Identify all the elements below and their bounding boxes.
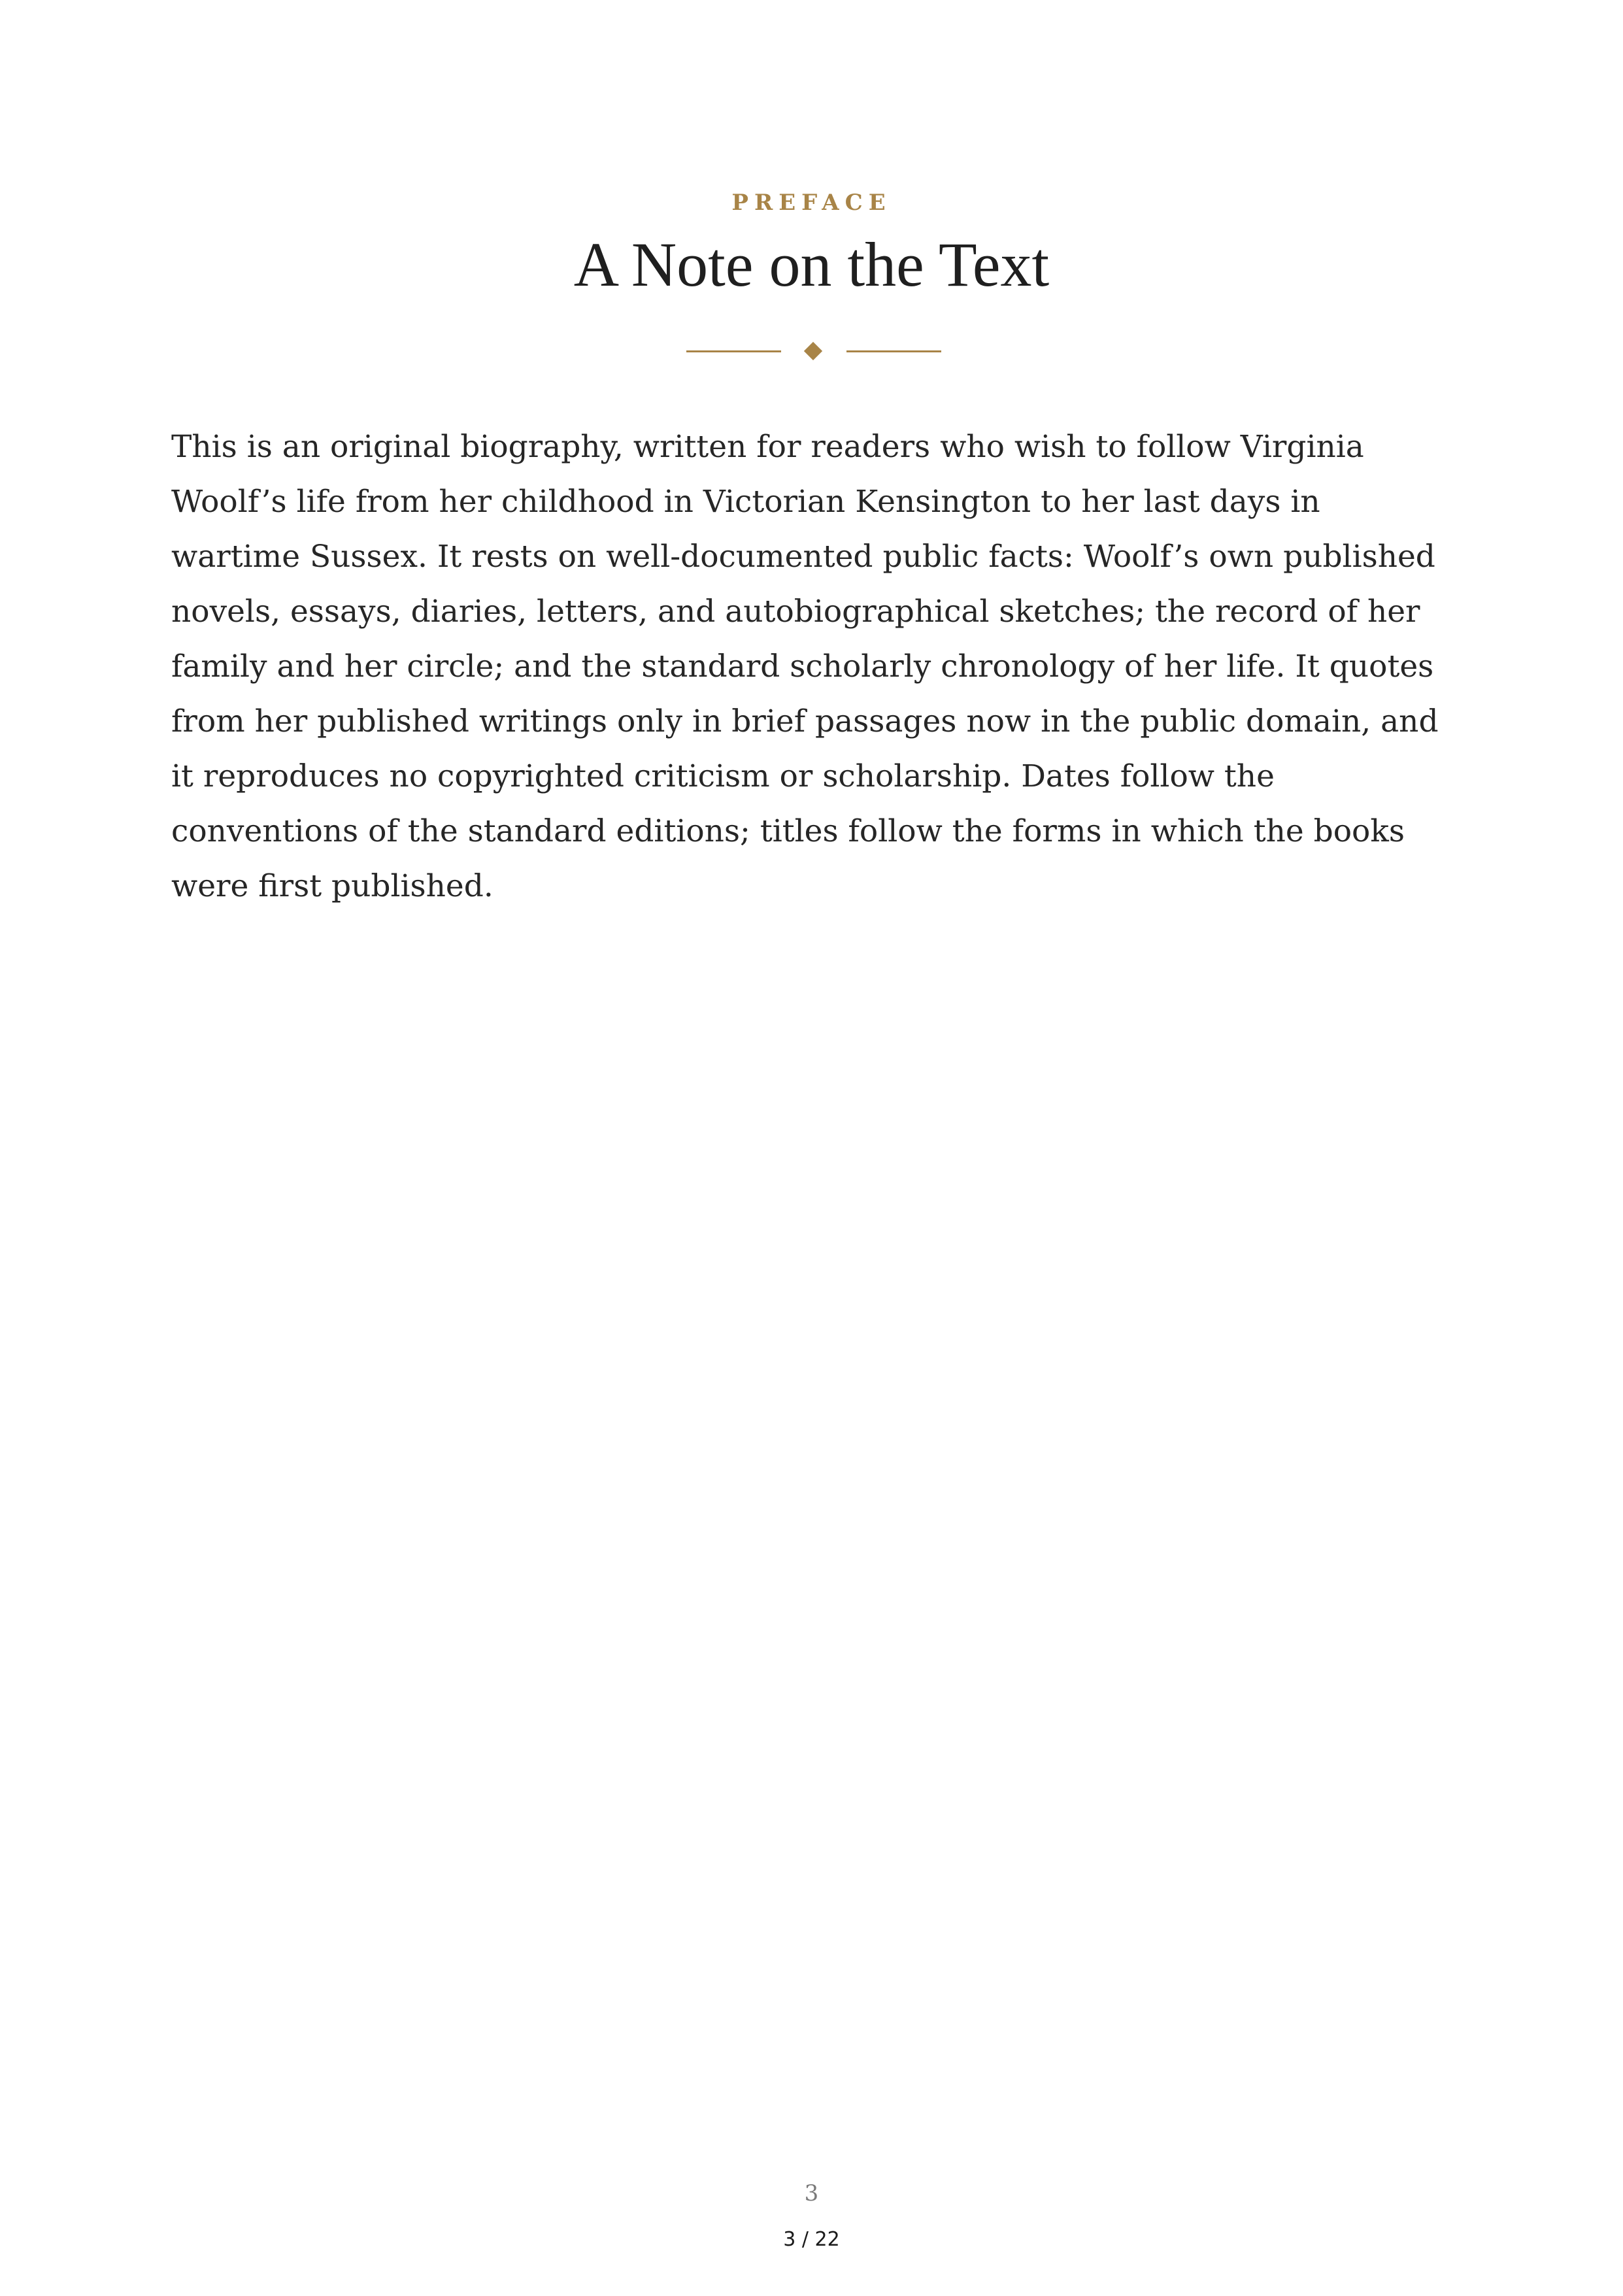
page-number: 3 bbox=[804, 2180, 819, 2206]
page-title: A Note on the Text bbox=[573, 229, 1050, 299]
body-paragraph: This is an original biography, written for readers who wish to follow Virginia Woolf’s life from her childhood in Victorian Kensington to her last days in wartime Sussex. It rests on well-documented public facts: Woolf’s own published novels, essays, diaries, letters, and autobiographical sketches; the record of her family and her circle; and the standard scholarly chronology of her life. It quotes from her published writings only in brief passages now in the public domain, and it reproduces no copyrighted criticism or scholarship. Dates follow the conventions of the standard editions; titles follow the forms in which the books were first published. bbox=[171, 429, 1439, 904]
diamond-icon bbox=[804, 342, 822, 360]
diamond-divider-icon bbox=[686, 341, 941, 361]
divider-rule-right bbox=[846, 350, 941, 352]
section-kicker: PREFACE bbox=[731, 190, 892, 216]
page-counter: 3 / 22 bbox=[783, 2228, 840, 2251]
divider-rule-left bbox=[686, 350, 781, 352]
